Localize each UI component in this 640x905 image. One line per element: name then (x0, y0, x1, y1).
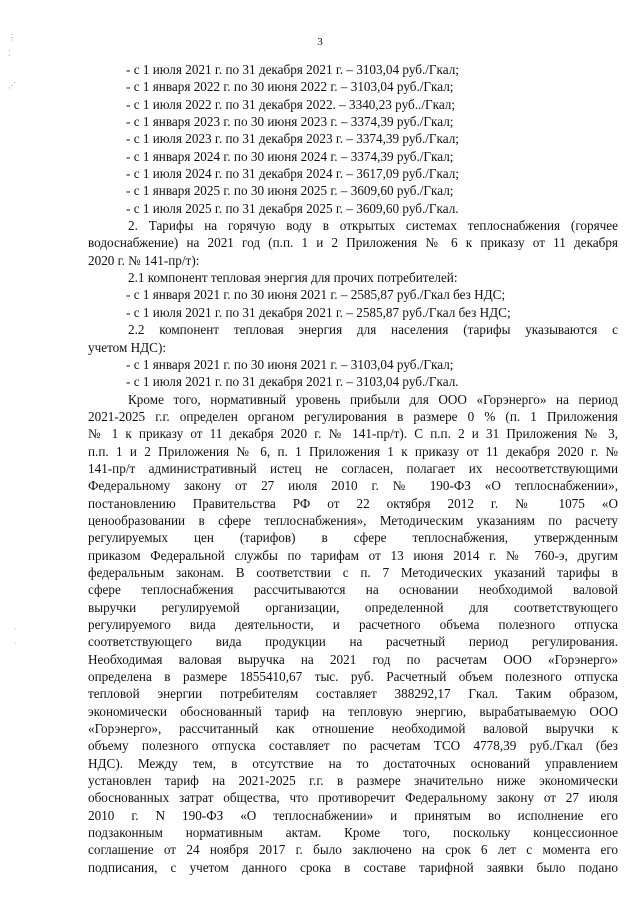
text-line: - с 1 января 2024 г. по 30 июня 2024 г. – 3374,39 руб./Гкал; (126, 148, 454, 164)
text-line: выручки регулируемой организации, определенной для соответствующего (88, 599, 618, 615)
text-line: - с 1 июля 2024 г. по 31 декабря 2024 г. – 3617,09 руб./Гкал; (126, 166, 459, 182)
text-line: водоснабжение) на 2021 год (п.п. 1 и 2 Приложения № 6 к приказу от 11 декабря (88, 235, 618, 251)
text-line: приказом Федеральной службы по тарифам от 13 июня 2014 г. № 760-э, другим (88, 547, 618, 563)
text-line: 2.1 компонент тепловая энергия для прочих потребителей: (128, 270, 458, 286)
page-number: 3 (317, 36, 323, 48)
text-line: соглашение от 24 ноября 2017 г. было заключено на срок 6 лет с момента его (88, 842, 618, 858)
text-line: - с 1 июля 2022 г. по 31 декабря 2022. – 3340,23 руб../Гкал; (126, 96, 456, 112)
text-line: - с 1 января 2025 г. по 30 июня 2025 г. – 3609,60 руб./Гкал; (126, 183, 454, 199)
text-line: установлен тариф на 2021-2025 г.г. в размере значительно ниже экономически (88, 773, 618, 789)
text-line: - с 1 июля 2021 г. по 31 декабря 2021 г. – 3103,04 руб./Гкал. (126, 374, 459, 390)
text-line: п.п. 1 и 2 Приложения № 6, п. 1 Приложения 1 к приказу от 11 декабря 2020 г. № (88, 443, 618, 459)
text-line: - с 1 января 2023 г. по 30 июня 2023 г. – 3374,39 руб./Гкал; (126, 114, 454, 130)
text-line: соответствующего вида продукции на расчетный период регулирования. (88, 634, 618, 650)
text-line: Кроме того, нормативный уровень прибыли для ООО «Горэнерго» на период (128, 391, 618, 407)
text-line: ценообразовании в сфере теплоснабжения», Методическим указаниям по расчету (88, 512, 618, 528)
text-line: - с 1 июля 2021 г. по 31 декабря 2021 г. – 2585,87 руб./Гкал без НДС; (126, 304, 511, 320)
text-line: «Горэнерго», рассчитанный как отношение необходимой валовой выручки к (88, 721, 618, 737)
text-line: объему полезного отпуска составляет по расчетам ТСО 4778,39 руб./Гкал (без (88, 738, 618, 754)
text-line: 2021-2025 г.г. определен органом регулирования в размере 0 % (п. 1 Приложения (88, 408, 618, 424)
text-line: - с 1 июля 2025 г. по 31 декабря 2025 г. – 3609,60 руб./Гкал. (126, 200, 459, 216)
text-line: Необходимая валовая выручка на 2021 год по расчетам ООО «Горэнерго» (88, 651, 618, 667)
text-line: определена в размере 1855410,67 тыс. руб. Расчетный объем полезного отпуска (88, 669, 618, 685)
text-line: НДС). Между тем, в отсутствие на то достаточных оснований управлением (88, 755, 618, 771)
text-line: экономически обоснованный тариф на тепловую энергию, вырабатываемую ООО (88, 703, 618, 719)
text-line: Федеральному закону от 27 июля 2010 г. № 190-ФЗ «О теплоснабжении», (88, 478, 618, 494)
document-body (88, 61, 618, 876)
text-line: регулируемого вида деятельности, и расчетного объема полезного отпуска (88, 617, 618, 632)
text-line: сфере теплоснабжения рассчитываются на основании необходимой валовой (88, 582, 618, 598)
scan-artifact-marks: ⋮ ⁚ ⋰ (8, 33, 16, 90)
text-line: обоснованных затрат общества, что противоречит Федеральному закону от 27 июля (88, 790, 618, 806)
text-line: 2010 г. N 190-ФЗ «О теплоснабжении» и принятым во исполнение его (88, 807, 618, 823)
text-line: - с 1 января 2021 г. по 30 июня 2021 г. – 3103,04 руб./Гкал; (126, 356, 454, 372)
text-line: 2.2 компонент тепловая энергия для населения (тарифы указываются с (128, 322, 618, 338)
text-line: постановлению Правительства РФ от 22 октября 2012 г. № 1075 «О (88, 495, 618, 511)
text-line: - с 1 января 2022 г. по 30 июня 2022 г. – 3103,04 руб./Гкал; (126, 79, 454, 95)
scan-artifact-mark: ˙ ˌ (14, 627, 17, 644)
text-line: подписания, с учетом данного срока в составе тарифной заявки было подано (88, 859, 618, 875)
text-line: федеральным законам. В соответствии с п. 7 Методических указаний тарифы в (88, 564, 618, 580)
text-line: учетом НДС): (88, 339, 167, 355)
text-line: подзаконным нормативным актам. Кроме того, поскольку концессионное (88, 825, 618, 841)
text-line: - с 1 января 2021 г. по 30 июня 2021 г. – 2585,87 руб./Гкал без НДС; (126, 287, 506, 303)
text-line: 2. Тарифы на горячую воду в открытых системах теплоснабжения (горячее (128, 218, 618, 234)
text-line: 141-пр/т административный истец не согласен, полагает их несоответствующими (88, 460, 618, 476)
text-line: - с 1 июля 2021 г. по 31 декабря 2021 г. – 3103,04 руб./Гкал; (126, 62, 459, 77)
text-line: № 1 к приказу от 11 декабря 2020 г. № 141-пр/т). С п.п. 2 и 31 Приложения № 3, (88, 426, 618, 442)
text-line: 2020 г. № 141-пр/т): (88, 252, 200, 268)
text-line: тепловой энергии потребителям составляет 388292,17 Гкал. Таким образом, (88, 686, 618, 702)
text-line: регулируемых цен (тарифов) в сфере теплоснабжения, утвержденным (88, 530, 618, 546)
text-line: - с 1 июля 2023 г. по 31 декабря 2023 г. – 3374,39 руб./Гкал; (126, 131, 459, 147)
